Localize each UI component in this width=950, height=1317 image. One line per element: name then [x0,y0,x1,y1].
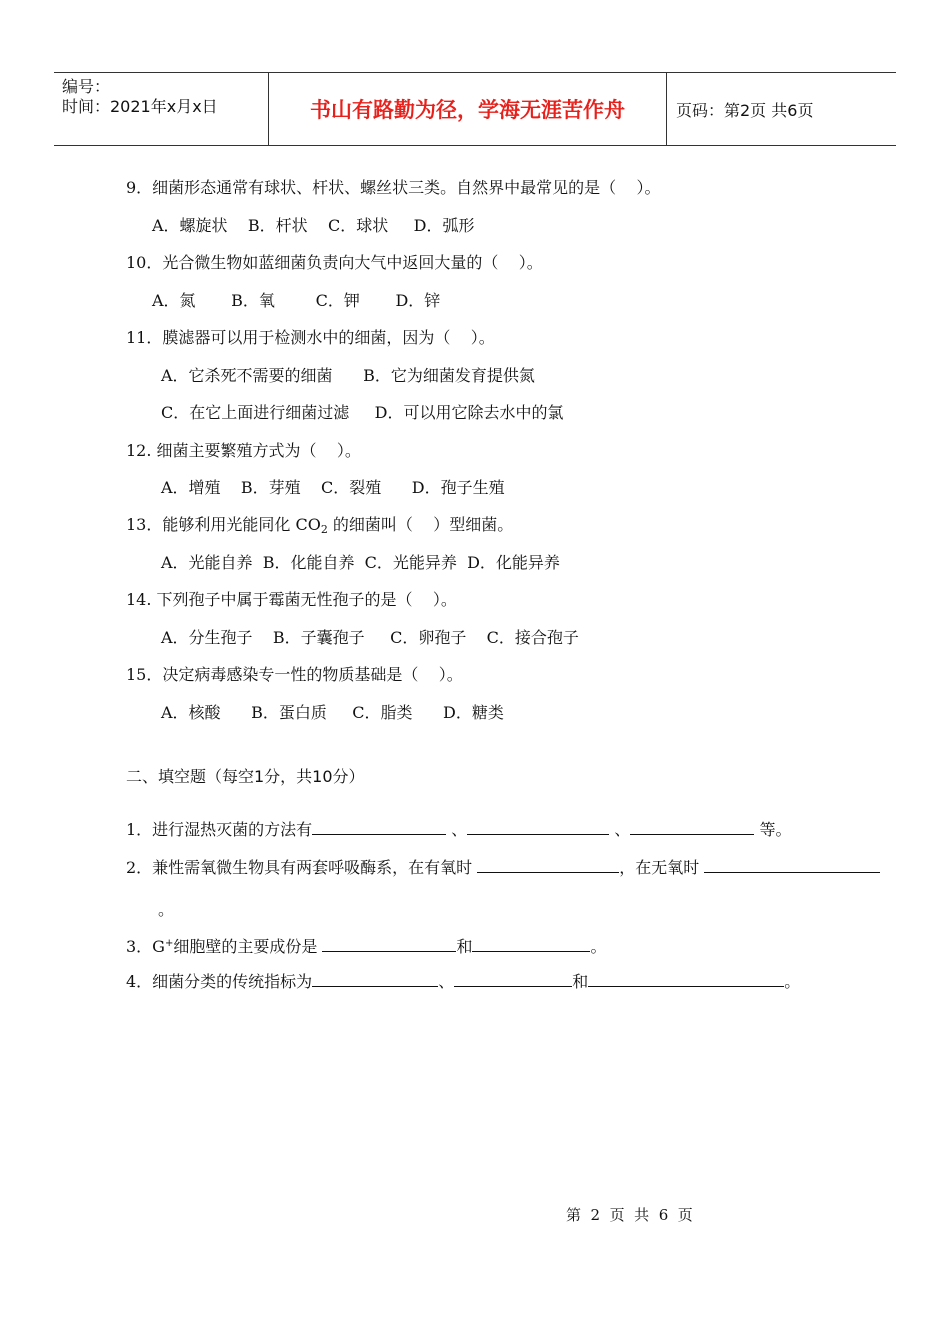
header-meta [62,77,218,117]
question-10-options: A．氮 B．氧 C．钾 D．锌 [152,291,441,310]
header-page-info: 页码：第2页 共6页 [676,100,814,120]
question-14-options: A．分生孢子 B．子囊孢子 C．卵孢子 C．接合孢子 [161,628,579,647]
header-motto: 书山有路勤为径，学海无涯苦作舟 [310,98,625,122]
page-header [54,72,896,146]
question-13-options: A．光能自养 B．化能自养 C．光能异养 D．化能异养 [161,553,560,572]
answer-blank[interactable] [312,819,446,835]
fill-1-text: 1．进行湿热灭菌的方法有 [126,820,313,839]
fill-1-sep: 、 [446,820,468,839]
question-10-stem: 10．光合微生物如蓝细菌负责向大气中返回大量的（ ）。 [126,253,543,272]
question-13-stem-rest: 的细菌叫（ ）型细菌。 [327,515,514,534]
question-11-options-1: A．它杀死不需要的细菌 B．它为细菌发育提供氮 [161,366,535,385]
question-11-stem: 11．膜滤器可以用于检测水中的细菌，因为（ ）。 [126,328,495,347]
question-9-stem: 9．细菌形态通常有球状、杆状、螺丝状三类。自然界中最常见的是（ ）。 [126,178,661,197]
answer-blank[interactable] [312,971,438,987]
fill-3-text-2: 细胞壁的主要成份是 [173,937,323,956]
fill-4-sep: 、 [438,972,455,991]
co2-subscript: 2 [320,523,328,536]
fill-question-2 [126,857,880,879]
serial-label: 编号： [62,77,111,96]
fill-question-3 [126,933,606,958]
fill-4-text: 4．细菌分类的传统指标为 [126,972,313,991]
question-12-stem: 12. 细菌主要繁殖方式为（ ）。 [126,441,361,460]
answer-blank[interactable] [477,857,619,873]
fill-3-text: 3．G [126,937,165,956]
answer-blank[interactable] [630,819,754,835]
fill-4-end: 。 [784,972,801,991]
fill-1-sep: 、 [609,820,631,839]
answer-blank[interactable] [472,936,590,952]
fill-4-and: 和 [572,972,589,991]
question-9-options: A．螺旋状 B．杆状 C．球状 D．弧形 [152,216,475,235]
answer-blank[interactable] [704,857,880,873]
header-divider [666,73,667,145]
answer-blank[interactable] [467,819,609,835]
fill-2-text: 2．兼性需氧微生物具有两套呼吸酶系，在有氧时 [126,858,478,877]
page-footer: 第 2 页 共 6 页 [566,1206,693,1224]
fill-question-4 [126,971,800,993]
gram-positive-superscript: + [164,938,174,949]
answer-blank[interactable] [322,936,456,952]
question-15-stem: 15．决定病毒感染专一性的物质基础是（ ）。 [126,665,463,684]
fill-question-1 [126,819,791,841]
section-2-title: 二、填空题（每空1分，共10分） [126,767,365,786]
question-13-stem-text: 13．能够利用光能同化 CO [126,515,321,534]
fill-3-and: 和 [456,937,473,956]
fill-2-text-2: ，在无氧时 [619,858,705,877]
question-11-options-2: C．在它上面进行细菌过滤 D．可以用它除去水中的氯 [161,403,564,422]
question-13-stem [126,514,513,541]
fill-1-end: 等。 [754,820,792,839]
question-12-options: A．增殖 B．芽殖 C．裂殖 D．孢子生殖 [161,478,505,497]
answer-blank[interactable] [588,971,784,987]
question-14-stem: 14. 下列孢子中属于霉菌无性孢子的是（ ）。 [126,590,457,609]
question-15-options: A．核酸 B．蛋白质 C．脂类 D．糖类 [161,703,504,722]
fill-2-end: 。 [158,900,175,919]
fill-3-end: 。 [590,937,607,956]
time-label: 时间：2021年x月x日 [62,97,218,116]
answer-blank[interactable] [454,971,572,987]
